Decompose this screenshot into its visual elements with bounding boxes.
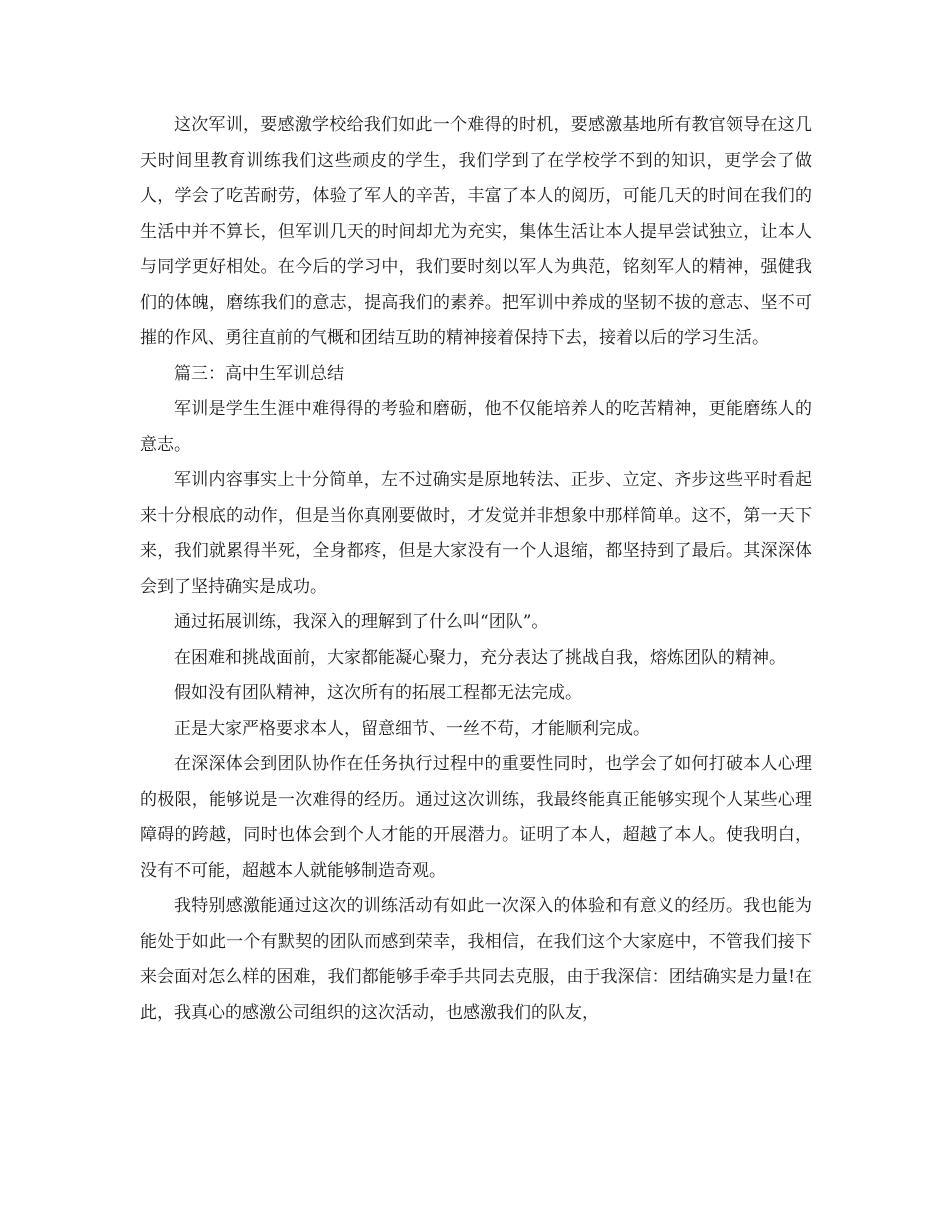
paragraph-training-challenge: 军训是学生生涯中难得得的考验和磨砺，他不仅能培养人的吃苦精神，更能磨练人的意志。 (140, 399, 812, 455)
paragraph-military-training-gratitude: 这次军训，要感激学校给我们如此一个难得的时机，要感激基地所有教官领导在这几天时间里教育训练我们这些顽皮的学生，我们学到了在学校学不到的知识，更学会了做人，学会了吃苦耐劳，体验了军人的辛苦，丰富了本人的阅历，可能几天的时间在我们的生活中并不算长，但军训几天的时间却尤为充实，集体生活让本人提早尝试独立，让本人与同学更好相处。在今后的学习中，我们要时刻以军人为典范，铭刻军人的精神，强健我们的体魄，磨练我们的意志，提高我们的素养。把军训中养成的坚韧不拔的意志、坚不可摧的作风、勇往直前的气概和团结互助的精神接着保持下去，接着以后的学习生活。 (140, 115, 812, 348)
paragraph-training-content: 军训内容事实上十分简单，左不过确实是原地转法、正步、立定、齐步这些平时看起来十分根底的动作，但是当你真刚要做时，才发觉并非想象中那样简单。这不，第一天下来，我们就累得半死，全身都疼，但是大家没有一个人退缩，都坚持到了最后。其深深体会到了坚持确实是成功。 (140, 470, 812, 597)
document-body (140, 108, 812, 1031)
paragraph-strict-requirements: 正是大家严格要求本人，留意细节、一丝不苟，才能顺利完成。 (174, 718, 650, 739)
paragraph-expansion-training: 通过拓展训练，我深入的理解到了什么叫“团队”。 (174, 612, 549, 632)
paragraph-teamwork-reflection: 在深深体会到团队协作在任务执行过程中的重要性同时，也学会了如何打破本人心理的极限，能够说是一次难得的经历。通过这次训练，我最终能真正能够实现个人某些心理障碍的跨越，同时也体会到个人才能的开展潜力。证明了本人，超越了本人。使我明白，没有不可能，超越本人就能够制造奇观。 (140, 754, 812, 881)
section-heading-part-three: 篇三：高中生军训总结 (174, 363, 344, 384)
paragraph-team-spirit: 在困难和挑战面前，大家都能凝心聚力，充分表达了挑战自我，熔炼团队的精神。 (174, 647, 786, 668)
paragraph-without-team: 假如没有团队精神，这次所有的拓展工程都无法完成。 (174, 683, 582, 703)
paragraph-gratitude-closing: 我特别感激能通过这次的训练活动有如此一次深入的体验和有意义的经历。我也能为能处于如此一个有默契的团队而感到荣幸，我相信，在我们这个大家庭中，不管我们接下来会面对怎么样的困难，我们都能够手牵手共同去克服，由于我深信：团结确实是力量!在此，我真心的感激公司组织的这次活动，也感激我们的队友， (140, 896, 812, 1023)
